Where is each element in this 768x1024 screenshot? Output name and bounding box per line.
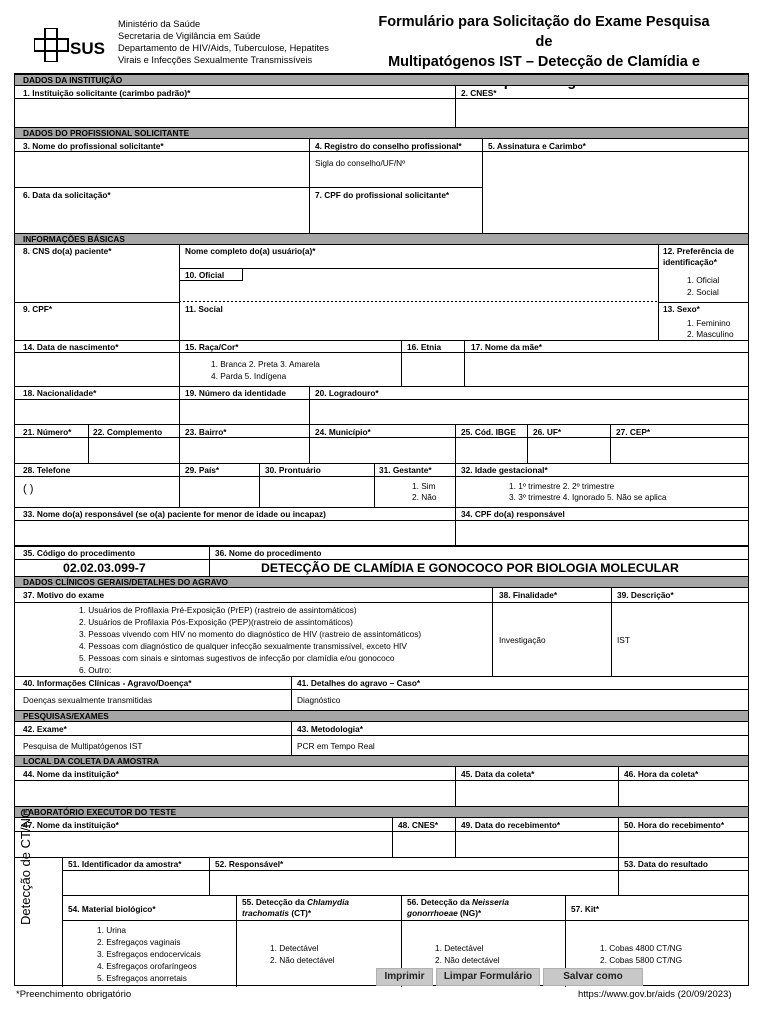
motivo-option[interactable]: 1. Usuários de Profilaxia Pré-Exposição (PrEP) (rastreio de assintomáticos) — [79, 605, 357, 615]
ng-label-a: 56. Detecção da — [407, 897, 473, 907]
label-ibge: 25. Cód. IBGE — [461, 427, 516, 437]
ct-option[interactable]: 1. Detectável — [270, 943, 319, 953]
sus-logo — [34, 28, 110, 62]
ng-option[interactable]: 1. Detectável — [435, 943, 484, 953]
label-cpf-profissional: 7. CPF do profissional solicitante* — [315, 190, 450, 200]
metodologia-value: PCR em Tempo Real — [297, 741, 375, 751]
label-preferencia: 12. Preferência de — [663, 246, 735, 256]
ministry-line: Secretaria de Vigilância em Saúde — [118, 31, 261, 41]
instituicao-input[interactable] — [21, 101, 451, 127]
motivo-option[interactable]: 2. Usuários de Profilaxia Pós-Exposição (PEP)(rastreio de assintomáticos) — [79, 617, 353, 627]
motivo-option[interactable]: 6. Outro: — [79, 665, 112, 675]
title-line: Multipatógenos IST – Detecção de Clamídia e — [388, 54, 700, 70]
print-button[interactable]: Imprimir — [376, 968, 433, 986]
material-option[interactable]: 3. Esfregaços endocervicais — [97, 949, 201, 959]
label-lab-cnes: 48. CNES* — [398, 820, 439, 830]
ministry-line: Departamento de HIV/Aids, Tuberculose, Hepatites — [118, 43, 329, 53]
section-clinicos: DADOS CLÍNICOS GERAIS/DETALHES DO AGRAVO — [15, 576, 748, 588]
label-hora-recebimento: 50. Hora do recebimento* — [624, 820, 725, 830]
label-nacionalidade: 18. Nacionalidade* — [23, 388, 97, 398]
section-basicas: INFORMAÇÕES BÁSICAS — [15, 233, 748, 245]
section-laboratorio: LABORATÓRIO EXECUTOR DO TESTE — [15, 806, 748, 818]
label-finalidade: 38. Finalidade* — [499, 590, 558, 600]
label-descricao: 39. Descrição* — [617, 590, 674, 600]
label-bairro: 23. Bairro* — [185, 427, 227, 437]
registro-sub: Sigla do conselho/UF/Nº — [315, 158, 406, 168]
detection-side-label: Detecção de CT/NG — [18, 807, 33, 925]
label-logradouro: 20. Logradouro* — [315, 388, 379, 398]
label-telefone: 28. Telefone — [23, 465, 71, 475]
material-option[interactable]: 5. Esfregaços anorretais — [97, 973, 187, 983]
label-nome-completo: Nome completo do(a) usuário(a)* — [185, 246, 316, 256]
ng-label-d: (NG)* — [457, 908, 482, 918]
label-prontuario: 30. Prontuário — [265, 465, 321, 475]
descricao-value: IST — [617, 635, 630, 645]
label-sexo: 13. Sexo* — [663, 304, 700, 314]
label-nome-mae: 17. Nome da mãe* — [471, 342, 543, 352]
label-metodologia: 43. Metodologia* — [297, 724, 363, 734]
material-option[interactable]: 4. Esfregaços orofaríngeos — [97, 961, 197, 971]
label-social: 11. Social — [185, 304, 223, 314]
label-oficial: 10. Oficial — [185, 270, 225, 280]
info-clinicas-value: Doenças sexualmente transmitidas — [23, 695, 153, 705]
kit-option[interactable]: 2. Cobas 5800 CT/NG — [600, 955, 683, 965]
label-pais: 29. País* — [185, 465, 220, 475]
label-info-clinicas: 40. Informações Clínicas - Agravo/Doença* — [23, 678, 192, 688]
section-pesquisas: PESQUISAS/EXAMES — [15, 710, 748, 722]
label-coleta-instituicao: 44. Nome da instituição* — [23, 769, 119, 779]
label-nome-profissional: 3. Nome do profissional solicitante* — [23, 141, 164, 151]
label-ng-b — [407, 908, 481, 918]
cpf-profissional-input[interactable] — [313, 202, 479, 232]
label-motivo: 37. Motivo do exame — [23, 590, 105, 600]
motivo-option[interactable]: 3. Pessoas vivendo com HIV no momento do diagnóstico de HIV (rastreio de assintomáticos) — [79, 629, 422, 639]
exame-value: Pesquisa de Multipatógenos IST — [23, 741, 143, 751]
section-instituicao: DADOS DA INSTITUIÇÃO — [15, 74, 748, 86]
gestante-option[interactable]: 1. Sim — [412, 481, 436, 491]
label-data-solicitacao: 6. Data da solicitação* — [23, 190, 111, 200]
ct-label-c: trachomatis — [242, 908, 290, 918]
label-cpf-responsavel: 34. CPF do(a) responsável — [461, 509, 565, 519]
label-nascimento: 14. Data de nascimento* — [23, 342, 119, 352]
raca-options-b[interactable]: 4. Parda 5. Indígena — [211, 371, 287, 381]
data-solicitacao-input[interactable] — [21, 202, 306, 232]
section-coleta: LOCAL DA COLETA DA AMOSTRA — [15, 755, 748, 767]
label-uf: 26. UF* — [533, 427, 562, 437]
sus-logo-text: SUS — [70, 39, 105, 58]
label-material: 54. Material biológico* — [68, 904, 156, 914]
label-nome-procedimento: 36. Nome do procedimento — [215, 548, 322, 558]
raca-options-a[interactable]: 1. Branca 2. Preta 3. Amarela — [211, 359, 320, 369]
codigo-procedimento: 02.02.03.099-7 — [63, 561, 146, 575]
nome-procedimento: DETECÇÃO DE CLAMÍDIA E GONOCOCO POR BIOLOGIA MOLECULAR — [261, 561, 679, 575]
save-as-button[interactable]: Salvar como — [543, 968, 643, 986]
label-codigo: 35. Código do procedimento — [23, 548, 136, 558]
ct-label-b: Chlamydia — [307, 897, 349, 907]
sexo-option[interactable]: 2. Masculino — [687, 329, 734, 339]
preferencia-option[interactable]: 1. Oficial — [687, 275, 720, 285]
label-identificador: 51. Identificador da amostra* — [68, 859, 182, 869]
footer-url[interactable]: https://www.gov.br/aids (20/09/2023) — [578, 989, 732, 1000]
label-data-recebimento: 49. Data do recebimento* — [461, 820, 561, 830]
label-exame: 42. Exame* — [23, 724, 67, 734]
label-identidade: 19. Número da identidade — [185, 388, 286, 398]
label-cns: 8. CNS do(a) paciente* — [23, 246, 112, 256]
ng-option[interactable]: 2. Não detectável — [435, 955, 500, 965]
material-option[interactable]: 2. Esfregaços vaginais — [97, 937, 181, 947]
label-instituicao: 1. Instituição solicitante (carimbo padrão)* — [23, 88, 191, 98]
ministry-line: Ministério da Saúde — [118, 19, 201, 29]
ministry-info — [118, 18, 329, 66]
cnes-input[interactable] — [459, 101, 744, 127]
label-etnia: 16. Etnia — [407, 342, 442, 352]
motivo-option[interactable]: 5. Pessoas com sinais e sintomas sugestivos de infecção por clamídia e/ou gonococo — [79, 653, 395, 663]
material-option[interactable]: 1. Urina — [97, 925, 127, 935]
label-raca: 15. Raça/Cor* — [185, 342, 239, 352]
label-data-coleta: 45. Data da coleta* — [461, 769, 535, 779]
request-form — [14, 73, 749, 986]
label-complemento: 22. Complemento — [93, 427, 163, 437]
label-lab-instituicao: 47. Nome da instituição* — [23, 820, 119, 830]
telefone-ddd[interactable]: ( ) — [23, 483, 34, 495]
label-cnes: 2. CNES* — [461, 88, 497, 98]
header-left — [34, 14, 364, 72]
finalidade-value: Investigação — [499, 635, 546, 645]
ct-option[interactable]: 2. Não detectável — [270, 955, 335, 965]
sexo-option[interactable]: 1. Feminino — [687, 318, 731, 328]
idade-gestacional-options-a[interactable]: 1. 1º trimestre 2. 2º trimestre — [509, 481, 615, 491]
label-preferencia-b: identificação* — [663, 257, 717, 267]
label-idade-gestacional: 32. Idade gestacional* — [461, 465, 548, 475]
label-numero: 21. Número* — [23, 427, 72, 437]
label-cep: 27. CEP* — [616, 427, 651, 437]
nome-profissional-input[interactable] — [21, 154, 306, 184]
label-ct-b — [242, 908, 311, 918]
clear-form-button[interactable]: Limpar Formulário — [436, 968, 540, 986]
ng-label-c: gonorrhoeae — [407, 908, 458, 918]
label-responsavel-resultado: 52. Responsável* — [215, 859, 284, 869]
label-gestante: 31. Gestante* — [379, 465, 432, 475]
section-profissional: DADOS DO PROFISSIONAL SOLICITANTE — [15, 127, 748, 139]
label-registro: 4. Registro do conselho profissional* — [315, 141, 462, 151]
label-ng — [407, 897, 509, 907]
gestante-option[interactable]: 2. Não — [412, 492, 437, 502]
label-kit: 57. Kit* — [571, 904, 600, 914]
detalhes-agravo-value: Diagnóstico — [297, 695, 341, 705]
label-responsavel: 33. Nome do(a) responsável (se o(a) paciente for menor de idade ou incapaz) — [23, 509, 326, 519]
label-cpf: 9. CPF* — [23, 304, 53, 314]
label-hora-coleta: 46. Hora da coleta* — [624, 769, 699, 779]
ct-label-a: 55. Detecção da — [242, 897, 308, 907]
label-data-resultado: 53. Data do resultado — [624, 859, 708, 869]
label-detalhes-agravo: 41. Detalhes do agravo – Caso* — [297, 678, 421, 688]
ct-label-d: (CT)* — [289, 908, 312, 918]
required-note: *Preenchimento obrigatório — [16, 989, 132, 1000]
motivo-option[interactable]: 4. Pessoas com diagnóstico de qualquer infecção sexualmente transmissível, exceto HIV — [79, 641, 407, 651]
ministry-line: Virais e Infecções Sexualmente Transmissíveis — [118, 55, 313, 65]
title-line: Formulário para Solicitação do Exame Pesquisa de — [378, 14, 710, 50]
label-municipio: 24. Município* — [315, 427, 371, 437]
preferencia-option[interactable]: 2. Social — [687, 287, 719, 297]
label-ct — [242, 897, 349, 907]
idade-gestacional-options-b[interactable]: 3. 3º trimestre 4. Ignorado 5. Não se aplica — [509, 492, 667, 502]
label-assinatura: 5. Assinatura e Carimbo* — [488, 141, 586, 151]
kit-option[interactable]: 1. Cobas 4800 CT/NG — [600, 943, 683, 953]
ng-label-b: Neisseria — [472, 897, 509, 907]
